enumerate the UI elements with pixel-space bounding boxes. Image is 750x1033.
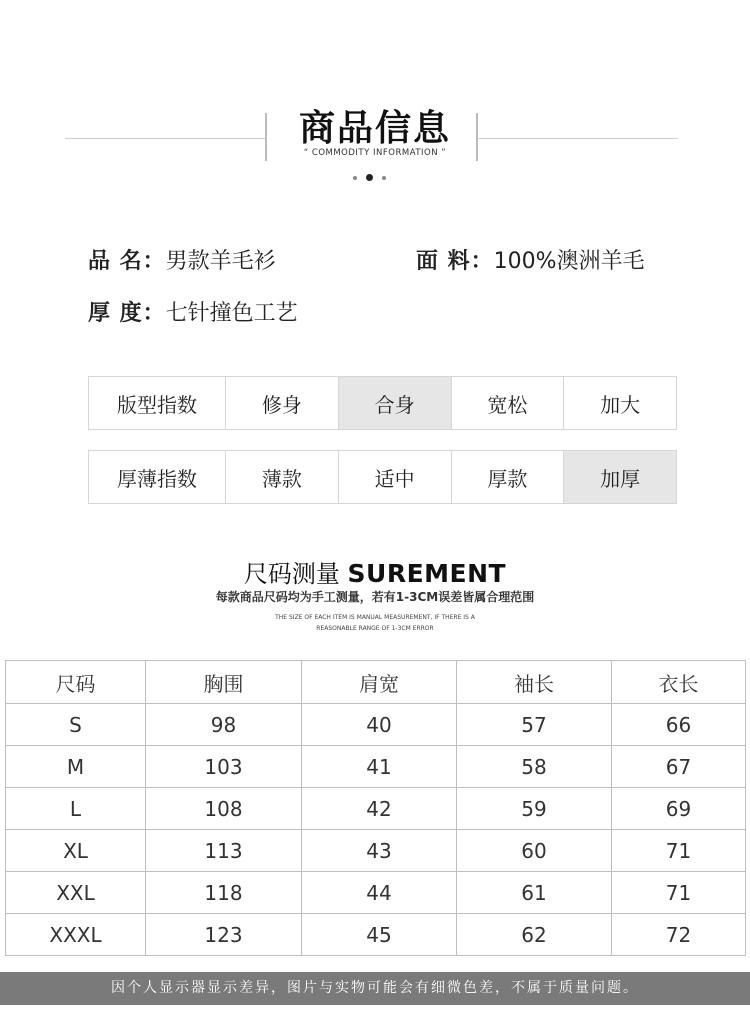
table-cell: 71 <box>612 830 746 872</box>
table-row <box>6 830 746 872</box>
column-header: 尺码 <box>6 661 146 704</box>
table-row <box>6 704 746 746</box>
info-label: 面 料： <box>416 249 494 274</box>
table-cell: M <box>6 746 146 788</box>
column-header: 胸围 <box>146 661 302 704</box>
table-cell: 123 <box>146 914 302 956</box>
info-product-name <box>88 244 276 275</box>
pager-dots <box>353 174 386 181</box>
table-cell: 57 <box>457 704 612 746</box>
table-cell: 61 <box>457 872 612 914</box>
table-cell: 42 <box>302 788 457 830</box>
column-header: 肩宽 <box>302 661 457 704</box>
thickness-index-table <box>88 450 677 504</box>
info-thickness <box>88 296 298 327</box>
measurement-title-cn: 尺码测量 <box>243 560 340 588</box>
section-subtitle: “ COMMODITY INFORMATION ” <box>303 148 447 158</box>
measurement-note <box>0 612 750 634</box>
measurement-title <box>0 554 750 589</box>
thickness-index-label: 厚薄指数 <box>89 451 226 504</box>
thickness-option: 薄款 <box>226 451 339 504</box>
table-cell: XXXL <box>6 914 146 956</box>
table-cell: 40 <box>302 704 457 746</box>
info-value: 七针撞色工艺 <box>165 301 298 326</box>
info-label: 厚 度： <box>88 301 166 326</box>
size-chart-table <box>5 660 746 956</box>
table-cell: 108 <box>146 788 302 830</box>
info-value: 100%澳洲羊毛 <box>493 249 645 274</box>
thickness-option: 加厚 <box>564 451 677 504</box>
table-row <box>6 788 746 830</box>
disclaimer-bar: 因个人显示器显示差异，图片与实物可能会有细微色差，不属于质量问题。 <box>0 972 750 1005</box>
measurement-subtitle: 每款商品尺码均为手工测量，若有1-3CM误差皆属合理范围 <box>215 590 535 604</box>
fit-index-table <box>88 376 677 430</box>
table-cell: 60 <box>457 830 612 872</box>
fit-option: 宽松 <box>451 377 564 430</box>
column-header: 袖长 <box>457 661 612 704</box>
table-cell: 72 <box>612 914 746 956</box>
table-row <box>6 746 746 788</box>
table-cell: XXL <box>6 872 146 914</box>
table-cell: 103 <box>146 746 302 788</box>
table-cell: 69 <box>612 788 746 830</box>
table-cell: 71 <box>612 872 746 914</box>
thickness-option: 厚款 <box>451 451 564 504</box>
table-cell: L <box>6 788 146 830</box>
pager-dot-active <box>366 174 373 181</box>
pager-dot <box>382 176 386 180</box>
fit-option: 合身 <box>338 377 451 430</box>
table-cell: 98 <box>146 704 302 746</box>
table-row <box>6 872 746 914</box>
measurement-title-en: SUREMENT <box>347 559 507 588</box>
column-header: 衣长 <box>612 661 746 704</box>
table-cell: XL <box>6 830 146 872</box>
table-cell: 44 <box>302 872 457 914</box>
table-cell: 62 <box>457 914 612 956</box>
table-cell: 45 <box>302 914 457 956</box>
thickness-option: 适中 <box>338 451 451 504</box>
table-cell: 58 <box>457 746 612 788</box>
measurement-note-line: THE SIZE OF EACH ITEM IS MANUAL MEASUREMENT, IF THERE IS A <box>275 614 475 621</box>
pager-dot <box>353 176 357 180</box>
table-cell: 67 <box>612 746 746 788</box>
info-value: 男款羊毛衫 <box>165 249 276 274</box>
fit-option: 修身 <box>226 377 339 430</box>
table-cell: 41 <box>302 746 457 788</box>
table-cell: 43 <box>302 830 457 872</box>
measurement-note-line: REASONABLE RANGE OF 1-3CM ERROR <box>316 625 434 632</box>
table-cell: S <box>6 704 146 746</box>
table-cell: 118 <box>146 872 302 914</box>
section-title: 商品信息 <box>298 108 451 149</box>
fit-option: 加大 <box>564 377 677 430</box>
commodity-info-header <box>0 0 750 200</box>
table-cell: 113 <box>146 830 302 872</box>
fit-index-label: 版型指数 <box>89 377 226 430</box>
table-cell: 66 <box>612 704 746 746</box>
info-material <box>416 244 645 275</box>
info-label: 品 名： <box>88 249 166 274</box>
table-cell: 59 <box>457 788 612 830</box>
table-row <box>6 914 746 956</box>
size-table-header-row <box>6 661 746 704</box>
